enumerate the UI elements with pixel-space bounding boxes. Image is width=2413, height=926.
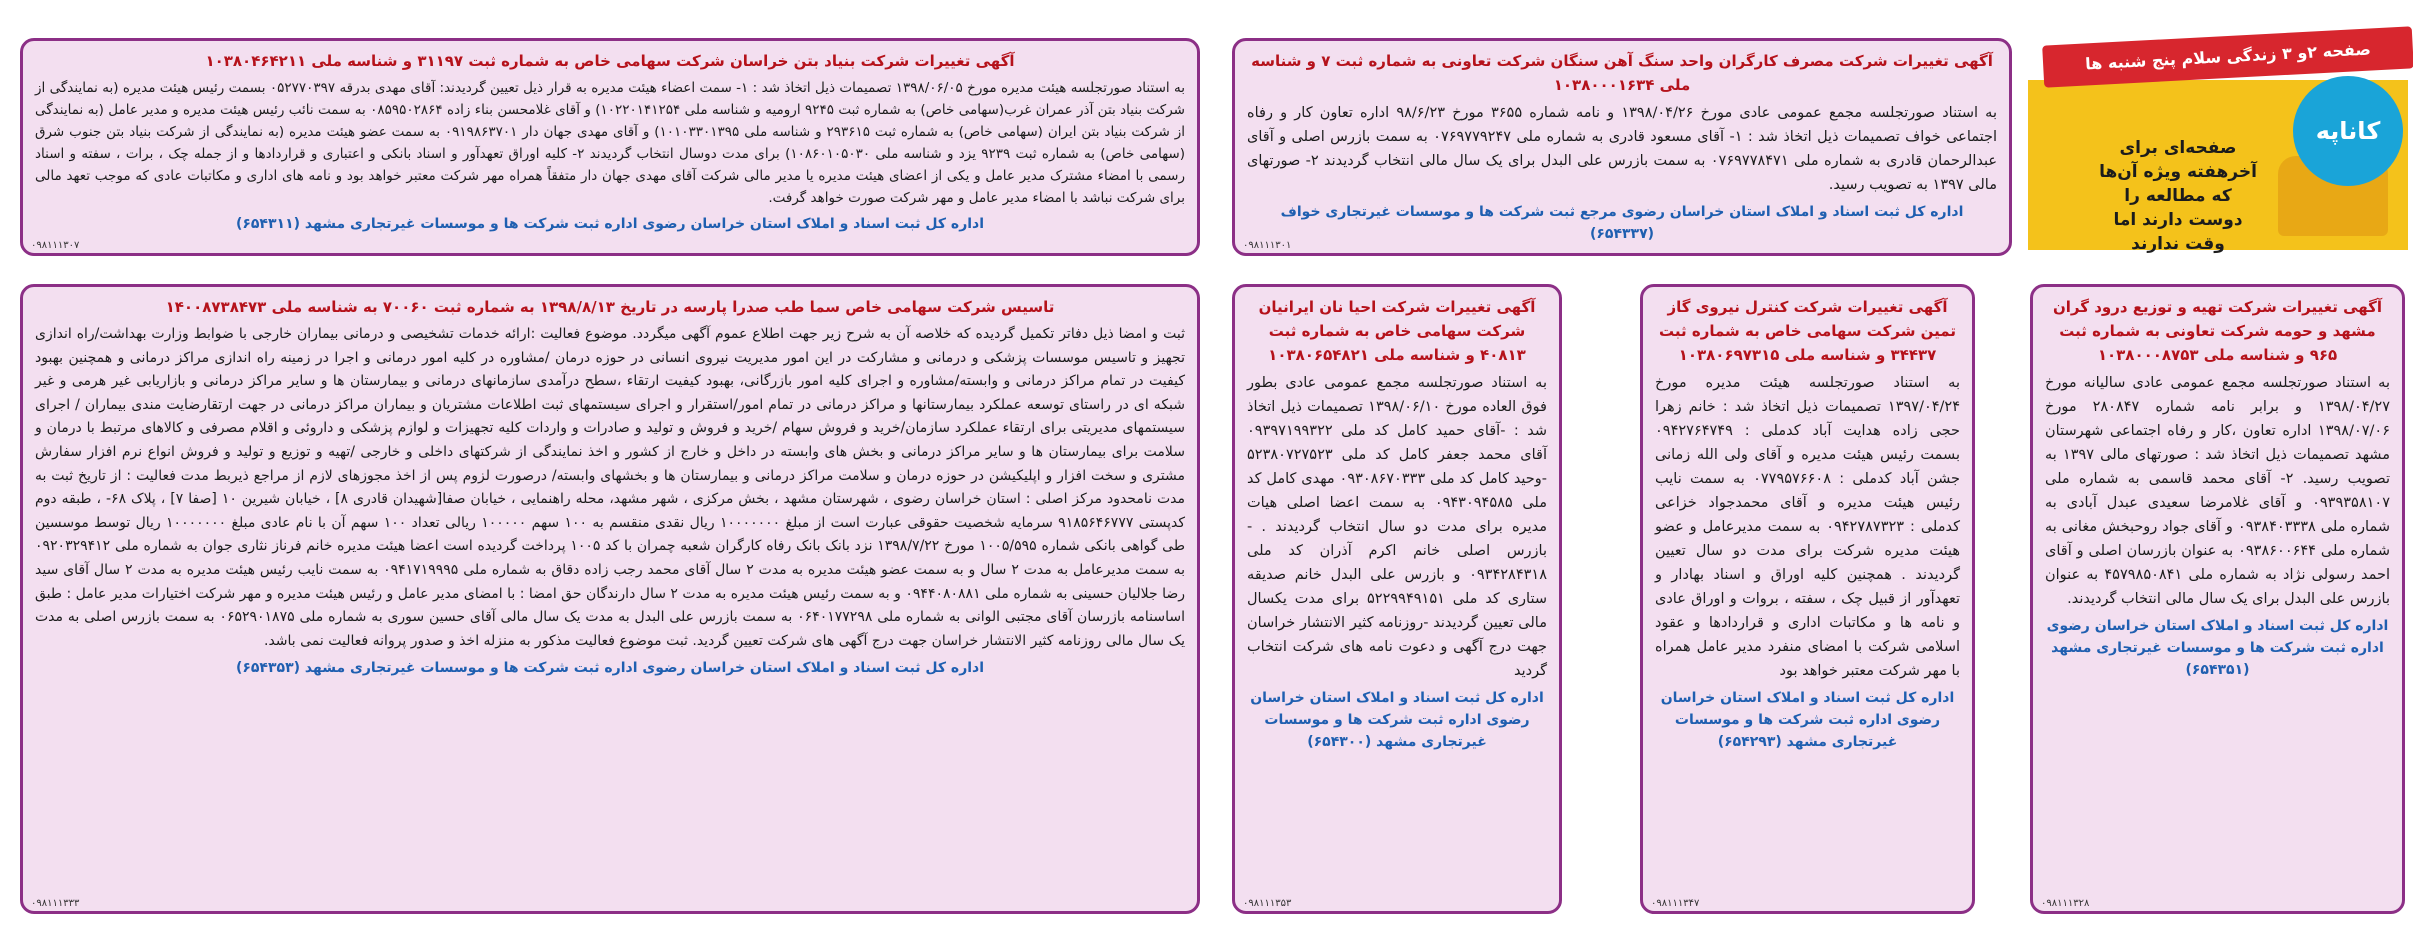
ad-box-sama-teb [20,284,1200,914]
kanape-promo [2028,36,2413,256]
promo-tagline: صفحه‌ای برای آخرهفته ویژه آن‌ها که مطالعه را دوست دارند اما وقت ندارند [2099,138,2257,254]
ad-body: به استناد صورتجلسه مجمع عمومی عادی سالیانه مورخ ۱۳۹۸/۰۴/۲۷ و برابر نامه شماره ۲۸۰۸۴۷ مورخ ۱۳۹۸/۰۷/۰۶ اداره تعاون ،کار و رفاه اجتماعی شهرستان مشهد تصمیمات ذیل اتخاذ شد : صورتهای مالی ۱۳۹۷ به تصویب رسید. ۲- آقای محمد قاسمی به شماره ملی ۰۹۳۹۳۵۸۱۰۷ و آقای غلامرضا سعیدی عبدل آبادی به شماره ملی ۰۹۳۸۴۰۳۳۳۸ و آقای جواد روحبخش مغانی به شماره ملی ۰۹۳۸۶۰۰۶۴۴ به عنوان بازرسان اصلی و آقای احمد رسولی نژاد به شماره ملی ۴۵۷۹۸۵۰۸۴۱ به عنوان بازرس علی البدل برای یک سال مالی انتخاب گردیدند. [2045,375,2391,607]
promo-banner: صفحه ۲و ۳ زندگی سلام پنج شنبه ها [2042,26,2413,87]
ad-body: به استناد صورتجلسه هیئت مدیره مورخ ۱۳۹۸/۰۶/۰۵ تصمیمات ذیل اتخاذ شد : ۱- سمت اعضاء هیئت مدیره به قرار ذیل تعیین گردیدند: آقای مهدی بدرقه ۰۵۲۷۷۰۳۹۷ بسمت رئیس هیئت مدیره (به نمایندگی از شرکت بنیاد بتن آذر عمران غرب(سهامی خاص) به شماره ثبت ۹۲۴۵ ارومیه و شناسه ملی ۱۰۲۲۰۱۴۱۲۵۴) و آقای غلامحسن بناء زاده ۰۸۵۹۵۰۲۸۶۴ به سمت نائب رئیس هیئت مدیره و مدیر عامل (به نمایندگی از شرکت بنیاد بتن ایران (سهامی خاص) به شماره ثبت ۲۹۳۶۱۵ و شناسه ملی ۱۰۱۰۳۳۰۱۳۹۵) و آقای مهدی جهان دار ۰۹۱۹۸۶۳۷۰۱ به سمت عضو هیئت مدیره (به نمایندگی از شرکت بنیاد بتن جنوب شرق (سهامی خاص) به شماره ثبت ۹۲۳۹ یزد و شناسه ملی ۱۰۸۶۰۱۰۵۰۳۰) برای مدت دوسال انتخاب گردیدند ۲- کلیه اوراق تعهدآور و اسناد بانکی و اعتباری و قراردادها و از جمله چک ، برات ، سفته و اسناد رسمی با امضاء مشترک مدیر عامل و یکی از اعضای هیئت مدیره یا مدیر مالی شرکت آقای مهدی جهان دار متفقاً همراه مهر شرکت معتبر خواهد بود و نامه های اداری و مکاتبات عادی که موجب تعهد مالی برای شرکت نباشد با امضاء مدیر عامل و مهر شرکت صورت خواهد گرفت. [35,80,1186,206]
ad-box-kontrol-niroo-gaz [1640,284,1975,914]
ad-body: به استناد صورتجلسه هیئت مدیره مورخ ۱۳۹۷/۰۴/۲۴ تصمیمات ذیل اتخاذ شد : خانم زهرا حجی زاده هدایت آباد کدملی : ۰۹۴۲۷۶۴۷۴۹ بسمت رئیس هیئت مدیره و آقای ولی الله زمانی جشن آباد کدملی : ۰۷۷۹۵۷۶۶۰۸ به سمت نایب رئیس هیئت مدیره و آقای محمدجواد خزاعی کدملی : ۰۹۴۲۷۸۷۳۲۳ به سمت مدیرعامل و عضو هیئت مدیره شرکت برای مدت دو سال تعیین گردیدند . همچنین کلیه اوراق و اسناد بهادار و تعهدآور از قبیل چک ، سفته ، بروات و اوراق عادی و نامه ها و مکاتبات اداری و قراردادها و عقود اسلامی شرکت با امضای منفرد مدیر عامل همراه با مهر شرکت معتبر خواهد بود [1655,375,1960,679]
ad-body: به استناد صورتجلسه مجمع عمومی عادی مورخ ۱۳۹۸/۰۴/۲۶ و نامه شماره ۳۶۵۵ مورخ ۹۸/۶/۲۳ اداره تعاون کار و رفاه اجتماعی خواف تصمیمات ذیل اتخاذ شد : ۱- آقای مسعود قادری به شماره ملی ۰۷۶۹۷۷۹۲۴۷ به سمت بازرس اصلی و آقای عبدالرحمان قادری به شماره ملی ۰۷۶۹۷۷۸۴۷۱ به سمت بازرس علی البدل برای یک سال مالی انتخاب گردیدند ۲- صورتهای مالی ۱۳۹۷ به تصویب رسید. [1247,105,1998,193]
ad-box-darood-garan [2030,284,2405,914]
ad-footer: اداره کل ثبت اسناد و املاک استان خراسان رضوی اداره ثبت شرکت ها و موسسات غیرتجاری مشهد (۶۵۴۲۹۳) [1660,690,1955,750]
ad-code: ۰۹۸۱۱۱۳۰۷ [31,240,80,251]
ad-body: ثبت و امضا ذیل دفاتر تکمیل گردیده که خلاصه آن به شرح زیر جهت اطلاع عموم آگهی میگردد. موضوع فعالیت :ارائه خدمات تشخیصی و درمانی بیماران خارجی با ضوابط وزارت بهداشت/راه اندازی تجهیز و تاسیس موسسات پزشکی و درمانی و مشارکت در این امور مدیریت نیروی انسانی در حوزه درمان /مشاوره در کلیه امور درمانی و اجرا در زمینه راه اندازی مراکز درمانی و همچنین بهبود کیفیت در تمام مراکز درمانی و وابسته/مشاوره و اجرای کلیه امور بازرگانی، بهبود کیفیت ارتقاء ،سطح درآمدی سازمانهای درمانی و بیمارستان ها و سایر مراکز درمانی و بازاریابی غیر هرمی و غیر شبکه ای در راستای توسعه عملکرد بیمارستانها و مراکز درمانی در تمام امور/استقرار و اجرای سیستمهای ثبت اطلاعات مشتریان و بیماران مراکز درمانی در جهت ارتقارضایت مندی بیماران / اجرای سیستمهای مدیریتی برای ارتقاء عملکرد سازمان/خرید و فروش سهام /خرید و فروش و تولید و صادرات و واردات کلیه تجهیزات و لوازم پزشکی و داروئی و اقلام مصرفی و کالاهای مرتبط با درمان و سلامت برای بیمارستان ها و سایر مراکز درمانی و بخش های وابسته در داخل و خارج از کشور و اخذ نمایندگی از شرکتهای داخلی و خارجی /تهیه و توزیع و تولید و فروش انواع نرم افزار سفارش مشتری و سخت افزار و اپلیکیشن در حوزه درمان و سلامت مراکز درمانی و بیمارستان ها و بخشهای وابسته/ درصورت لزوم پس از اخذ مجوزهای لازم از مراجع ذیربط مدت فعالیت : از تاریخ ثبت به مدت نامحدود مرکز اصلی : استان خراسان رضوی ، شهرستان مشهد ، بخش مرکزی ، شهر مشهد، محله راهنمایی ، خیابان صفا[شهیدان قادری ۸] ، خیابان شیرین ۱۰ [صفا ۷] ، پلاک ۶۸- ، طبقه دوم کدپستی ۹۱۸۵۶۴۶۷۷۷ سرمایه شخصیت حقوقی عبارت است از مبلغ ۱۰۰۰۰۰۰۰ ریال نقدی منقسم به ۱۰۰ سهم ۱۰۰۰۰۰ ریالی تعداد ۱۰۰ سهم آن با نام عادی مبلغ ۱۰۰۰۰۰۰۰ ریال توسط موسسین طی گواهی بانکی شماره ۱۰۰۵/۵۹۵ مورخ ۱۳۹۸/۷/۲۲ نزد بانک بانک رفاه کارگران شعبه چمران با کد ۱۰۰۵ پرداخت گردیده است اعضا هیئت مدیره خانم فرناز نثاری جوان به شماره ملی ۰۹۲۰۳۲۹۴۱۲ به سمت مدیرعامل به مدت ۲ سال و به سمت عضو هیئت مدیره به مدت ۲ سال آقای محمد رجب زاده دقاق به شماره ملی ۰۹۴۱۷۱۹۹۹۵ به سمت نایب رئیس هیئت مدیره به مدت ۲ سال آقای سید رضا جلالیان حسینی به شماره ملی ۰۹۴۴۰۸۰۸۸۱ و به سمت رئیس هیئت مدیره به مدت ۲ سال دارندگان حق امضا : با امضای مدیر عامل و رئیس هیئت مدیره و مهر شرکت اختیارات مدیر عامل : طبق اساسنامه بازرسان آقای مجتبی الوانی به شماره ملی ۰۶۴۰۱۷۷۲۹۸ به سمت بازرس علی البدل به مدت یک سال مالی آقای حسین سوری به شماره ملی ۰۶۵۲۹۰۱۸۷۵ به سمت بازرس اصلی به مدت یک سال مالی روزنامه کثیر الانتشار خراسان جهت درج آگهی های شرکت تعیین گردید. ثبت موضوع فعالیت مذکور به منزله اخذ و صدور پروانه فعالیت نمی باشد. [35,326,1185,649]
ad-title: آگهی تغییرات شرکت تهیه و توزیع درود گران مشهد و حومه شرکت تعاونی به شماره ثبت ۹۶۵ و شناسه ملی ۱۰۳۸۰۰۰۸۷۵۳ [2052,298,2383,364]
ad-title: آگهی تغییرات شرکت کنترل نیروی گاز تمین شرکت سهامی خاص به شماره ثبت ۳۴۴۳۷ و شناسه ملی ۱۰۳۸۰۶۹۷۳۱۵ [1659,298,1956,364]
ad-title: آگهی تغییرات شرکت احیا نان ایرانیان شرکت سهامی خاص به شماره ثبت ۴۰۸۱۳ و شناسه ملی ۱۰۳۸۰۶۵۴۸۲۱ [1258,298,1536,364]
ad-title: آگهی تغییرات شرکت مصرف کارگران واحد سنگ آهن سنگان شرکت تعاونی به شماره ثبت ۷ و شناسه ملی ۱۰۳۸۰۰۰۱۶۳۴ [1251,52,1993,94]
ad-footer: اداره کل ثبت اسناد و املاک استان خراسان رضوی مرجع ثبت شرکت ها و موسسات غیرتجاری خواف (۶۵۴۳۳۷) [1280,204,1964,242]
ad-code: ۰۹۸۱۱۱۳۴۷ [1651,898,1700,909]
kanape-logo: کاناپه [2293,76,2403,186]
ad-footer: اداره کل ثبت اسناد و املاک استان خراسان رضوی اداره ثبت شرکت ها و موسسات غیرتجاری مشهد (۶۵۴۳۰۰) [1250,690,1544,750]
ad-footer: اداره کل ثبت اسناد و املاک استان خراسان رضوی اداره ثبت شرکت ها و موسسات غیرتجاری مشهد (۶۵۴۳۱۱) [235,216,985,232]
ad-box-ehya-nan [1232,284,1562,914]
ad-title: آگهی تغییرات شرکت بنیاد بتن خراسان شرکت سهامی خاص به شماره ثبت ۳۱۱۹۷ و شناسه ملی ۱۰۳۸۰۴۶۴۲۱۱ [205,52,1015,70]
ad-title: تاسیس شرکت سهامی خاص سما طب صدرا پارسه در تاریخ ۱۳۹۸/۸/۱۳ به شماره ثبت ۷۰۰۶۰ به شناسه ملی ۱۴۰۰۸۷۳۸۴۷۳ [165,298,1055,316]
ad-box-sang-ahan-sangan [1232,38,2012,256]
ad-footer: اداره کل ثبت اسناد و املاک استان خراسان رضوی اداره ثبت شرکت ها و موسسات غیرتجاری مشهد (۶۵۴۳۵۳) [235,660,985,677]
ad-code: ۰۹۸۱۱۱۳۰۱ [1243,240,1292,251]
ad-code: ۰۹۸۱۱۱۳۵۳ [1243,898,1292,909]
ad-box-bonyad-beton [20,38,1200,256]
ad-footer: اداره کل ثبت اسناد و املاک استان خراسان رضوی اداره ثبت شرکت ها و موسسات غیرتجاری مشهد (۶۵۴۳۵۱) [2046,618,2389,678]
ad-code: ۰۹۸۱۱۱۳۳۳ [31,898,80,909]
ad-code: ۰۹۸۱۱۱۳۲۸ [2041,898,2090,909]
ad-body: به استناد صورتجلسه مجمع عمومی عادی بطور فوق العاده مورخ ۱۳۹۸/۰۶/۱۰ تصمیمات ذیل اتخاذ شد : -آقای حمید کامل کد ملی ۰۹۳۹۷۱۹۹۳۲۲ آقای محمد جعفر کامل کد ملی ۵۲۳۸۰۷۲۷۵۲۳ -وحید کامل کد ملی ۰۹۳۰۸۶۷۰۳۳۳ مهدی کامل کد ملی ۰۹۴۳۰۹۴۵۸۵ به سمت اعضا اصلی هیات مدیره برای مدت دو سال انتخاب گردیدند . - بازرس اصلی خانم اکرم آذران کد ملی ۰۹۳۴۲۸۴۳۱۸ و بازرس علی البدل خانم صدیقه ستاری کد ملی ۵۲۲۹۹۴۹۱۵۱ برای مدت یکسال مالی تعیین گردیدند -روزنامه کثیر الانتشار خراسان جهت درج آگهی و دعوت نامه های شرکت انتخاب گردید [1247,375,1548,679]
